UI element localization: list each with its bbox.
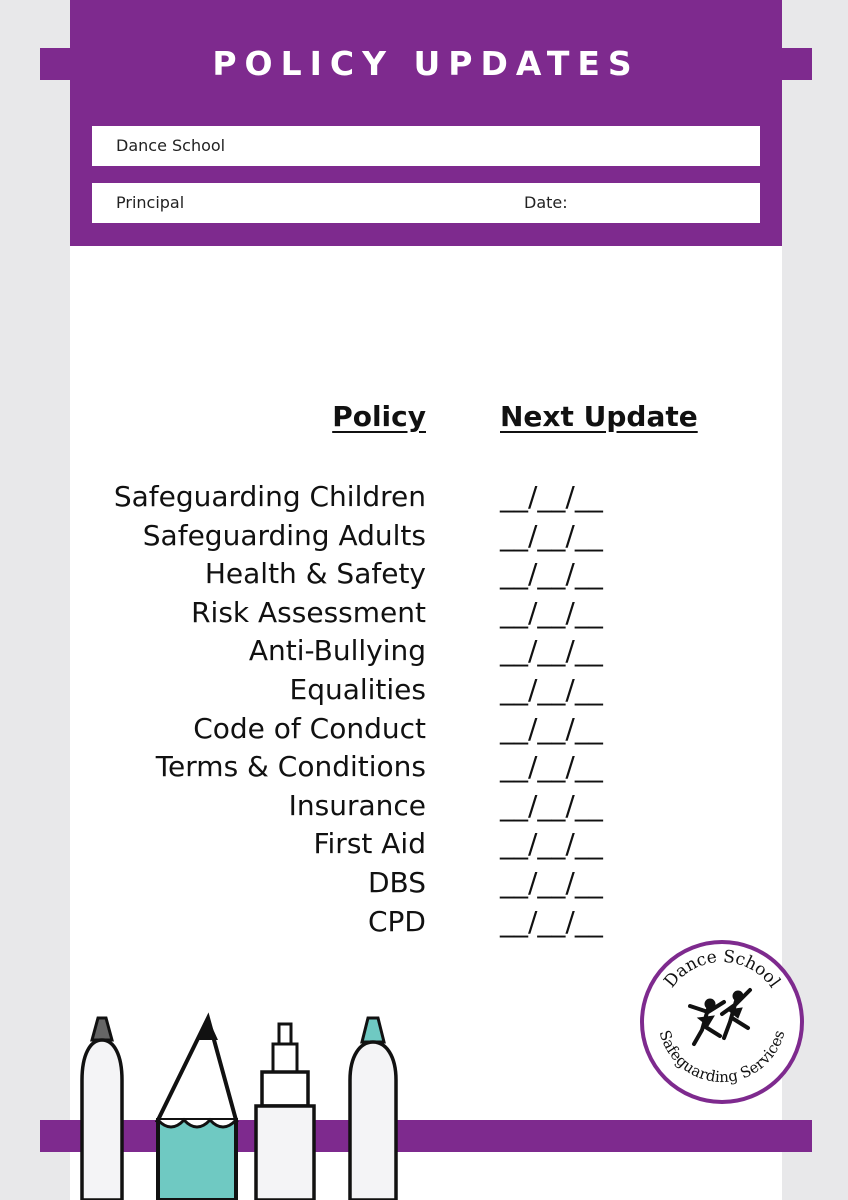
pencil-icon <box>158 1018 236 1200</box>
logo-bottom-text: Safeguarding Services <box>655 1027 789 1087</box>
policy-item: Equalities <box>289 672 426 706</box>
next-update-date-blank[interactable]: __/__/__ <box>500 904 603 938</box>
page-title: POLICY UPDATES <box>212 44 640 83</box>
next-update-date-blank[interactable]: __/__/__ <box>500 711 603 745</box>
policy-item: Insurance <box>288 788 426 822</box>
policy-item: Anti-Bullying <box>248 634 426 668</box>
fineliner-pen-icon <box>256 1024 314 1200</box>
teal-marker-icon <box>350 1018 396 1200</box>
school-name-label: Dance School <box>116 136 226 155</box>
policy-item: Terms & Conditions <box>155 750 426 784</box>
next-update-date-blank[interactable]: __/__/__ <box>500 634 603 668</box>
dance-school-safeguarding-logo <box>638 938 806 1106</box>
next-update-date-list <box>500 478 640 941</box>
school-name-field[interactable] <box>92 126 760 166</box>
date-label: Date: <box>524 193 568 212</box>
policy-item: Code of Conduct <box>193 711 426 745</box>
policy-item: Safeguarding Children <box>113 480 426 513</box>
policy-item: Risk Assessment <box>191 595 426 629</box>
policy-item: CPD <box>368 904 426 938</box>
next-update-date-blank[interactable]: __/__/__ <box>500 827 603 861</box>
next-update-date-blank[interactable]: __/__/__ <box>500 480 603 513</box>
pens-illustration-icon <box>60 1010 420 1200</box>
next-update-date-blank[interactable]: __/__/__ <box>500 788 603 822</box>
policy-column-heading: Policy <box>332 400 426 433</box>
next-update-date-blank[interactable]: __/__/__ <box>500 557 603 591</box>
policy-item: First Aid <box>313 827 426 861</box>
policy-item: Health & Safety <box>204 557 426 591</box>
next-update-date-blank[interactable]: __/__/__ <box>500 595 603 629</box>
principal-field[interactable] <box>92 183 760 223</box>
next-update-date-blank[interactable]: __/__/__ <box>500 672 603 706</box>
next-update-date-blank[interactable]: __/__/__ <box>500 750 603 784</box>
policy-item: DBS <box>367 865 426 899</box>
policy-list <box>6 478 426 941</box>
logo-top-text: Dance School <box>660 946 785 992</box>
principal-label: Principal <box>116 193 185 212</box>
next-update-column-heading: Next Update <box>500 400 698 433</box>
policy-item: Safeguarding Adults <box>142 518 426 552</box>
next-update-date-blank[interactable]: __/__/__ <box>500 865 603 899</box>
next-update-date-blank[interactable]: __/__/__ <box>500 518 603 552</box>
grey-marker-icon <box>82 1018 122 1200</box>
